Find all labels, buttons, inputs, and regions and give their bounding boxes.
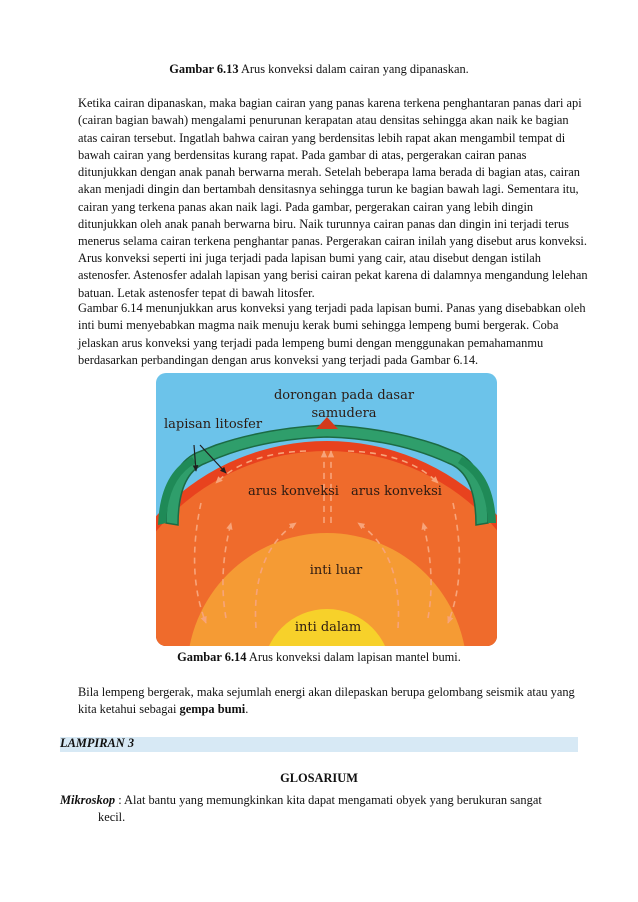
figure-caption-6-14 bbox=[0, 650, 638, 665]
closing-bold: gempa bumi bbox=[179, 702, 246, 717]
label-inner-core: inti dalam bbox=[294, 620, 362, 635]
label-lithosphere: lapisan litosfer bbox=[164, 417, 263, 432]
earth-convection-illustration bbox=[156, 373, 497, 646]
caption-label: Gambar 6.14 bbox=[177, 650, 247, 664]
closing-text: Bila lempeng bergerak, maka sejumlah energi akan dilepaskan berupa gelombang seismik atau yang kita ketahui sebagai bbox=[78, 685, 575, 717]
caption-label: Gambar 6.13 bbox=[169, 62, 239, 76]
glossary-term: Mikroskop bbox=[60, 793, 116, 807]
label-outer-core: inti luar bbox=[309, 563, 363, 578]
glossary-title: GLOSARIUM bbox=[280, 771, 358, 785]
label-ocean-floor-1: dorongan pada dasar bbox=[273, 388, 415, 403]
paragraph-figure-614-intro: Gambar 6.14 menunjukkan arus konveksi yang terjadi pada lapisan bumi. Panas yang disebabkan oleh inti bumi menyebabkan magma naik menuju kerak bumi sehingga lempeng bumi bergerak. Coba jelaskan arus konveksi yang terjadi pada lempeng bumi dengan menggunakan pemahamanmu berdasarkan perbandingan dengan arus konveksi yang terjadi pada Gambar 6.14. bbox=[78, 301, 586, 367]
paragraph-convection-liquid: Ketika cairan dipanaskan, maka bagian cairan yang panas karena terkena penghantaran panas dari api (cairan bagian bawah) mengalami penurunan kerapatan atau densitas sehingga akan naik ke bagian atas cairan tersebut. Ingatlah bahwa cairan yang berdensitas lebih rapat akan mengambil tempat di bawah cairan yang berdensitas kurang rapat. Pada gambar di atas, pergerakan cairan panas ditunjukkan dengan anak panah berwarna merah. Setelah beberapa lama berada di bagian atas, cairan akan menjadi dingin dan bertambah densitasnya sehingga turun ke bagian bawah lagi. Sementara itu, cairan yang terkena panas akan naik lagi. Pada gambar, pergerakan cairan yang lebih dingin ditunjukkan oleh anak panah berwarna biru. Naik turunnya cairan panas dan dingin ini terjadi terus menerus selama cairan terkena penghantar panas. Pergerakan cairan inilah yang disebut arus konveksi. bbox=[78, 96, 587, 249]
label-ocean-floor-2: samudera bbox=[311, 406, 377, 421]
paragraph-closing bbox=[78, 684, 588, 719]
glossary-entry bbox=[60, 792, 580, 827]
figure-caption-6-13 bbox=[0, 62, 638, 77]
paragraph-astenosfer: Arus konveksi seperti ini juga terjadi pada lapisan bumi yang cair, atau disebut dengan istilah astenosfer. Astenosfer adalah lapisan yang berisi cairan pekat karena di dalamnya mengandung lelehan batuan. Letak astenosfer tepat di bawah litosfer. bbox=[78, 251, 588, 300]
glossary-definition-cont: kecil. bbox=[98, 810, 126, 825]
lampiran-heading: LAMPIRAN 3 bbox=[60, 736, 135, 750]
label-current-left: arus konveksi bbox=[248, 484, 339, 499]
label-current-right: arus konveksi bbox=[351, 484, 442, 499]
lampiran-highlight bbox=[60, 737, 578, 752]
glossary-definition: : Alat bantu yang memungkinkan kita dapat mengamati obyek yang berukuran sangat bbox=[115, 793, 542, 807]
closing-end: . bbox=[245, 702, 249, 717]
caption-text: Arus konveksi dalam lapisan mantel bumi. bbox=[246, 650, 461, 664]
caption-text: Arus konveksi dalam cairan yang dipanaskan. bbox=[238, 62, 469, 76]
earth-convection-figure bbox=[156, 373, 497, 646]
